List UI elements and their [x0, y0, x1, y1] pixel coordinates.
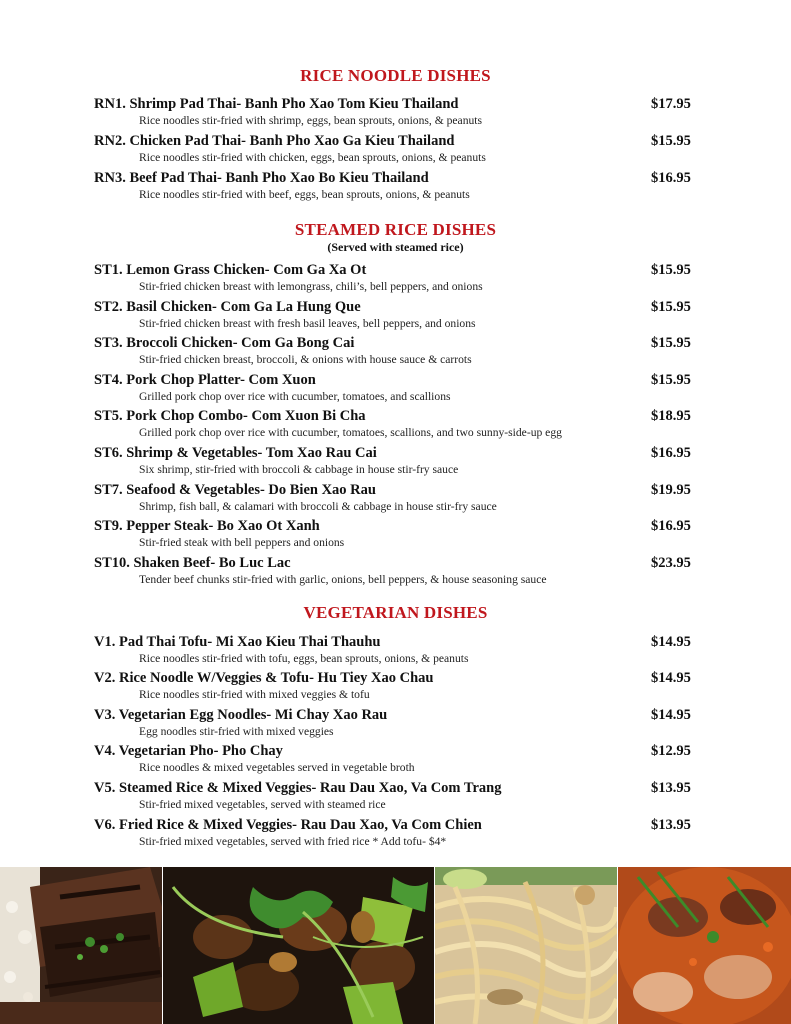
item-name: RN1. Shrimp Pad Thai- Banh Pho Xao Tom Kieu Thailand [94, 96, 459, 112]
menu-item-st3 [94, 335, 694, 371]
menu-item-rn1 [94, 96, 694, 132]
menu-item-v2 [94, 670, 694, 706]
item-description: Grilled pork chop over rice with cucumber, tomatoes, and scallions [139, 390, 451, 403]
menu-item-v1 [94, 634, 694, 670]
item-price: $16.95 [651, 170, 691, 186]
menu-item-st4 [94, 372, 694, 408]
item-description: Rice noodles stir-fried with tofu, eggs, bean sprouts, onions, & peanuts [139, 652, 469, 665]
item-price: $12.95 [651, 743, 691, 759]
item-price: $19.95 [651, 482, 691, 498]
item-price: $15.95 [651, 335, 691, 351]
item-name: RN3. Beef Pad Thai- Banh Pho Xao Bo Kieu Thailand [94, 170, 429, 186]
item-price: $18.95 [651, 408, 691, 424]
item-name: ST1. Lemon Grass Chicken- Com Ga Xa Ot [94, 262, 367, 278]
section-title-vegetarian: VEGETARIAN DISHES [303, 603, 488, 622]
item-name: ST2. Basil Chicken- Com Ga La Hung Que [94, 299, 361, 315]
item-description: Rice noodles stir-fried with shrimp, eggs, bean sprouts, onions, & peanuts [139, 114, 483, 127]
menu-item-st6 [94, 445, 694, 481]
stir-fry-photo [163, 867, 434, 1024]
item-description: Rice noodles stir-fried with beef, eggs, bean sprouts, onions, & peanuts [139, 188, 470, 201]
item-description: Stir-fried chicken breast, broccoli, & onions with house sauce & carrots [139, 353, 472, 366]
pad-thai-photo [435, 867, 617, 1024]
menu-item-rn2 [94, 133, 694, 169]
item-description: Rice noodles stir-fried with mixed veggies & tofu [139, 688, 370, 701]
item-name: ST10. Shaken Beef- Bo Luc Lac [94, 555, 291, 571]
item-price: $14.95 [651, 634, 691, 650]
item-description: Stir-fried mixed vegetables, served with fried rice * Add tofu- $4* [139, 835, 447, 848]
item-description: Rice noodles stir-fried with chicken, eggs, bean sprouts, onions, & peanuts [139, 151, 486, 164]
item-price: $15.95 [651, 133, 691, 149]
item-price: $14.95 [651, 707, 691, 723]
item-description: Stir-fried mixed vegetables, served with steamed rice [139, 798, 386, 811]
section-title-steamed-rice: STEAMED RICE DISHES [294, 220, 497, 239]
item-name: ST7. Seafood & Vegetables- Do Bien Xao Rau [94, 482, 376, 498]
item-price: $16.95 [651, 445, 691, 461]
item-name: ST4. Pork Chop Platter- Com Xuon [94, 372, 316, 388]
menu-item-v6 [94, 817, 694, 853]
item-description: Shrimp, fish ball, & calamari with broccoli & cabbage in house stir-fry sauce [139, 500, 497, 513]
menu-item-v3 [94, 707, 694, 743]
item-description: Stir-fried chicken breast with fresh basil leaves, bell peppers, and onions [139, 317, 476, 330]
item-description: Grilled pork chop over rice with cucumber, tomatoes, scallions, and two sunny-side-up egg [139, 426, 562, 439]
section-subtitle: (Served with steamed rice) [327, 240, 464, 254]
item-price: $17.95 [651, 96, 691, 112]
item-price: $15.95 [651, 299, 691, 315]
menu-item-v5 [94, 780, 694, 816]
menu-item-st10 [94, 555, 694, 591]
item-price: $15.95 [651, 372, 691, 388]
beef-soup-photo [618, 867, 791, 1024]
item-price: $15.95 [651, 262, 691, 278]
item-name: RN2. Chicken Pad Thai- Banh Pho Xao Ga Kieu Thailand [94, 133, 455, 149]
grilled-meat-photo [0, 867, 162, 1024]
item-name: V4. Vegetarian Pho- Pho Chay [94, 743, 283, 759]
item-description: Tender beef chunks stir-fried with garlic, onions, bell peppers, & house seasoning sauce [139, 573, 547, 586]
item-name: ST9. Pepper Steak- Bo Xao Ot Xanh [94, 518, 320, 534]
item-price: $13.95 [651, 780, 691, 796]
menu-item-st2 [94, 299, 694, 335]
item-price: $14.95 [651, 670, 691, 686]
item-description: Stir-fried steak with bell peppers and onions [139, 536, 345, 549]
item-name: ST3. Broccoli Chicken- Com Ga Bong Cai [94, 335, 355, 351]
menu-item-v4 [94, 743, 694, 779]
menu-item-rn3 [94, 170, 694, 206]
item-description: Stir-fried chicken breast with lemongrass, chili’s, bell peppers, and onions [139, 280, 483, 293]
item-price: $13.95 [651, 817, 691, 833]
food-photo-strip [0, 867, 791, 1024]
menu-item-st7 [94, 482, 694, 518]
item-name: V1. Pad Thai Tofu- Mi Xao Kieu Thai Thauhu [94, 634, 381, 650]
item-description: Six shrimp, stir-fried with broccoli & cabbage in house stir-fry sauce [139, 463, 459, 476]
item-price: $16.95 [651, 518, 691, 534]
menu-item-st9 [94, 518, 694, 554]
menu-item-st5 [94, 408, 694, 444]
item-name: V6. Fried Rice & Mixed Veggies- Rau Dau Xao, Va Com Chien [94, 817, 482, 833]
item-name: V5. Steamed Rice & Mixed Veggies- Rau Dau Xao, Va Com Trang [94, 780, 502, 796]
item-name: ST5. Pork Chop Combo- Com Xuon Bi Cha [94, 408, 366, 424]
item-name: V2. Rice Noodle W/Veggies & Tofu- Hu Tiey Xao Chau [94, 670, 434, 686]
item-description: Egg noodles stir-fried with mixed veggies [139, 725, 334, 738]
item-name: ST6. Shrimp & Vegetables- Tom Xao Rau Cai [94, 445, 377, 461]
section-title-rice-noodle: RICE NOODLE DISHES [300, 66, 491, 85]
item-name: V3. Vegetarian Egg Noodles- Mi Chay Xao Rau [94, 707, 388, 723]
menu-item-st1 [94, 262, 694, 298]
item-price: $23.95 [651, 555, 691, 571]
item-description: Rice noodles & mixed vegetables served in vegetable broth [139, 761, 415, 774]
